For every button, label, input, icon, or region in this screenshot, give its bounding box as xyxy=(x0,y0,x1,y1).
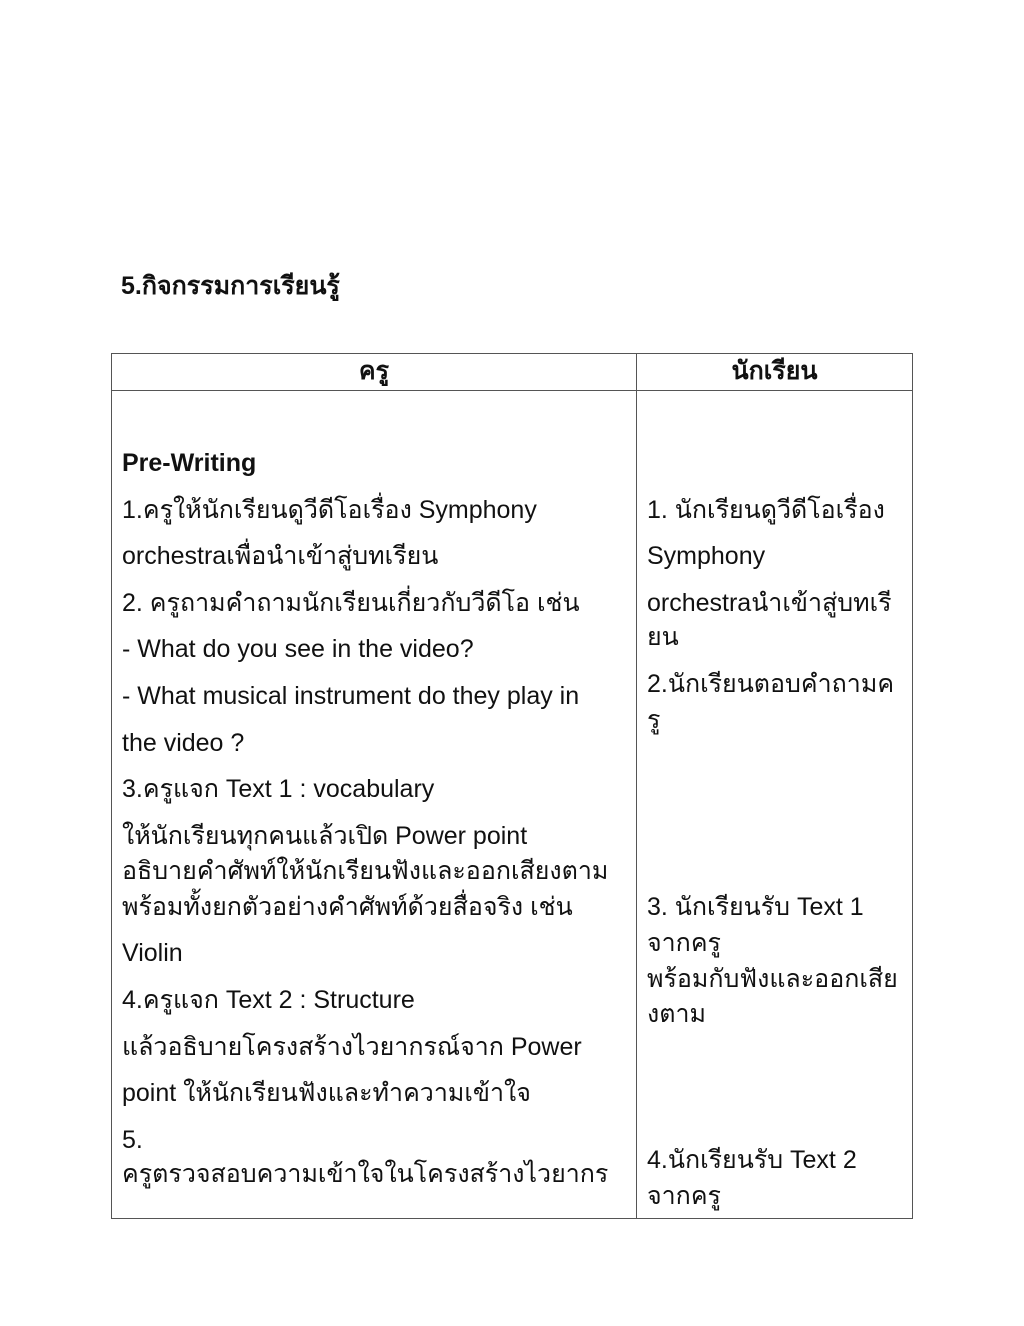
teacher-line: 3.ครูแจก Text 1 : vocabulary xyxy=(122,775,435,803)
student-line: งตาม xyxy=(647,1000,706,1028)
student-line: orchestraนำเข้าสู่บทเรี xyxy=(647,589,892,617)
student-line: พร้อมกับฟังและออกเสีย xyxy=(647,965,898,993)
teacher-line: แล้วอธิบายโครงสร้างไวยากรณ์จาก Power xyxy=(122,1033,582,1061)
student-line: 2.นักเรียนตอบคำถามค xyxy=(647,670,895,698)
student-column-header: นักเรียน xyxy=(731,357,818,385)
teacher-line: พร้อมทั้งยกตัวอย่างคำศัพท์ด้วยสื่อจริง เช่น xyxy=(122,893,573,921)
teacher-line: 2. ครูถามคำถามนักเรียนเกี่ยวกับวีดีโอ เช่น xyxy=(122,589,580,617)
teacher-column-header: ครู xyxy=(358,357,390,385)
teacher-line: อธิบายคำศัพท์ให้นักเรียนฟังและออกเสียงตาม xyxy=(122,857,609,885)
teacher-line: - What do you see in the video? xyxy=(122,635,474,663)
teacher-line: the video ? xyxy=(122,729,245,757)
teacher-line: point ให้นักเรียนฟังและทำความเข้าใจ xyxy=(122,1079,531,1107)
teacher-line: 1.ครูให้นักเรียนดูวีดีโอเรื่อง Symphony xyxy=(122,496,537,524)
teacher-line: 4.ครูแจก Text 2 : Structure xyxy=(122,986,415,1014)
teacher-line: Violin xyxy=(122,939,183,967)
student-line: 1. นักเรียนดูวีดีโอเรื่อง xyxy=(647,496,885,524)
student-line: จากครู xyxy=(647,929,721,957)
student-line: 3. นักเรียนรับ Text 1 xyxy=(647,893,864,921)
student-line: 4.นักเรียนรับ Text 2 xyxy=(647,1146,857,1174)
student-line: Symphony xyxy=(647,542,766,570)
teacher-line-stage-heading: Pre-Writing xyxy=(122,449,257,477)
student-line: ยน xyxy=(647,623,679,651)
student-line: จากครู xyxy=(647,1182,721,1210)
teacher-line: orchestraเพื่อนำเข้าสู่บทเรียน xyxy=(122,542,439,570)
column-divider xyxy=(636,354,637,1218)
section-title: 5.กิจกรรมการเรียนรู้ xyxy=(121,272,340,300)
student-line: รู xyxy=(647,706,661,734)
teacher-line: 5. xyxy=(122,1126,143,1154)
activity-table xyxy=(111,353,913,1219)
teacher-line: - What musical instrument do they play in xyxy=(122,682,580,710)
teacher-line: ครูตรวจสอบความเข้าใจในโครงสร้างไวยากร xyxy=(122,1160,609,1188)
teacher-line: ให้นักเรียนทุกคนแล้วเปิด Power point xyxy=(122,822,528,850)
